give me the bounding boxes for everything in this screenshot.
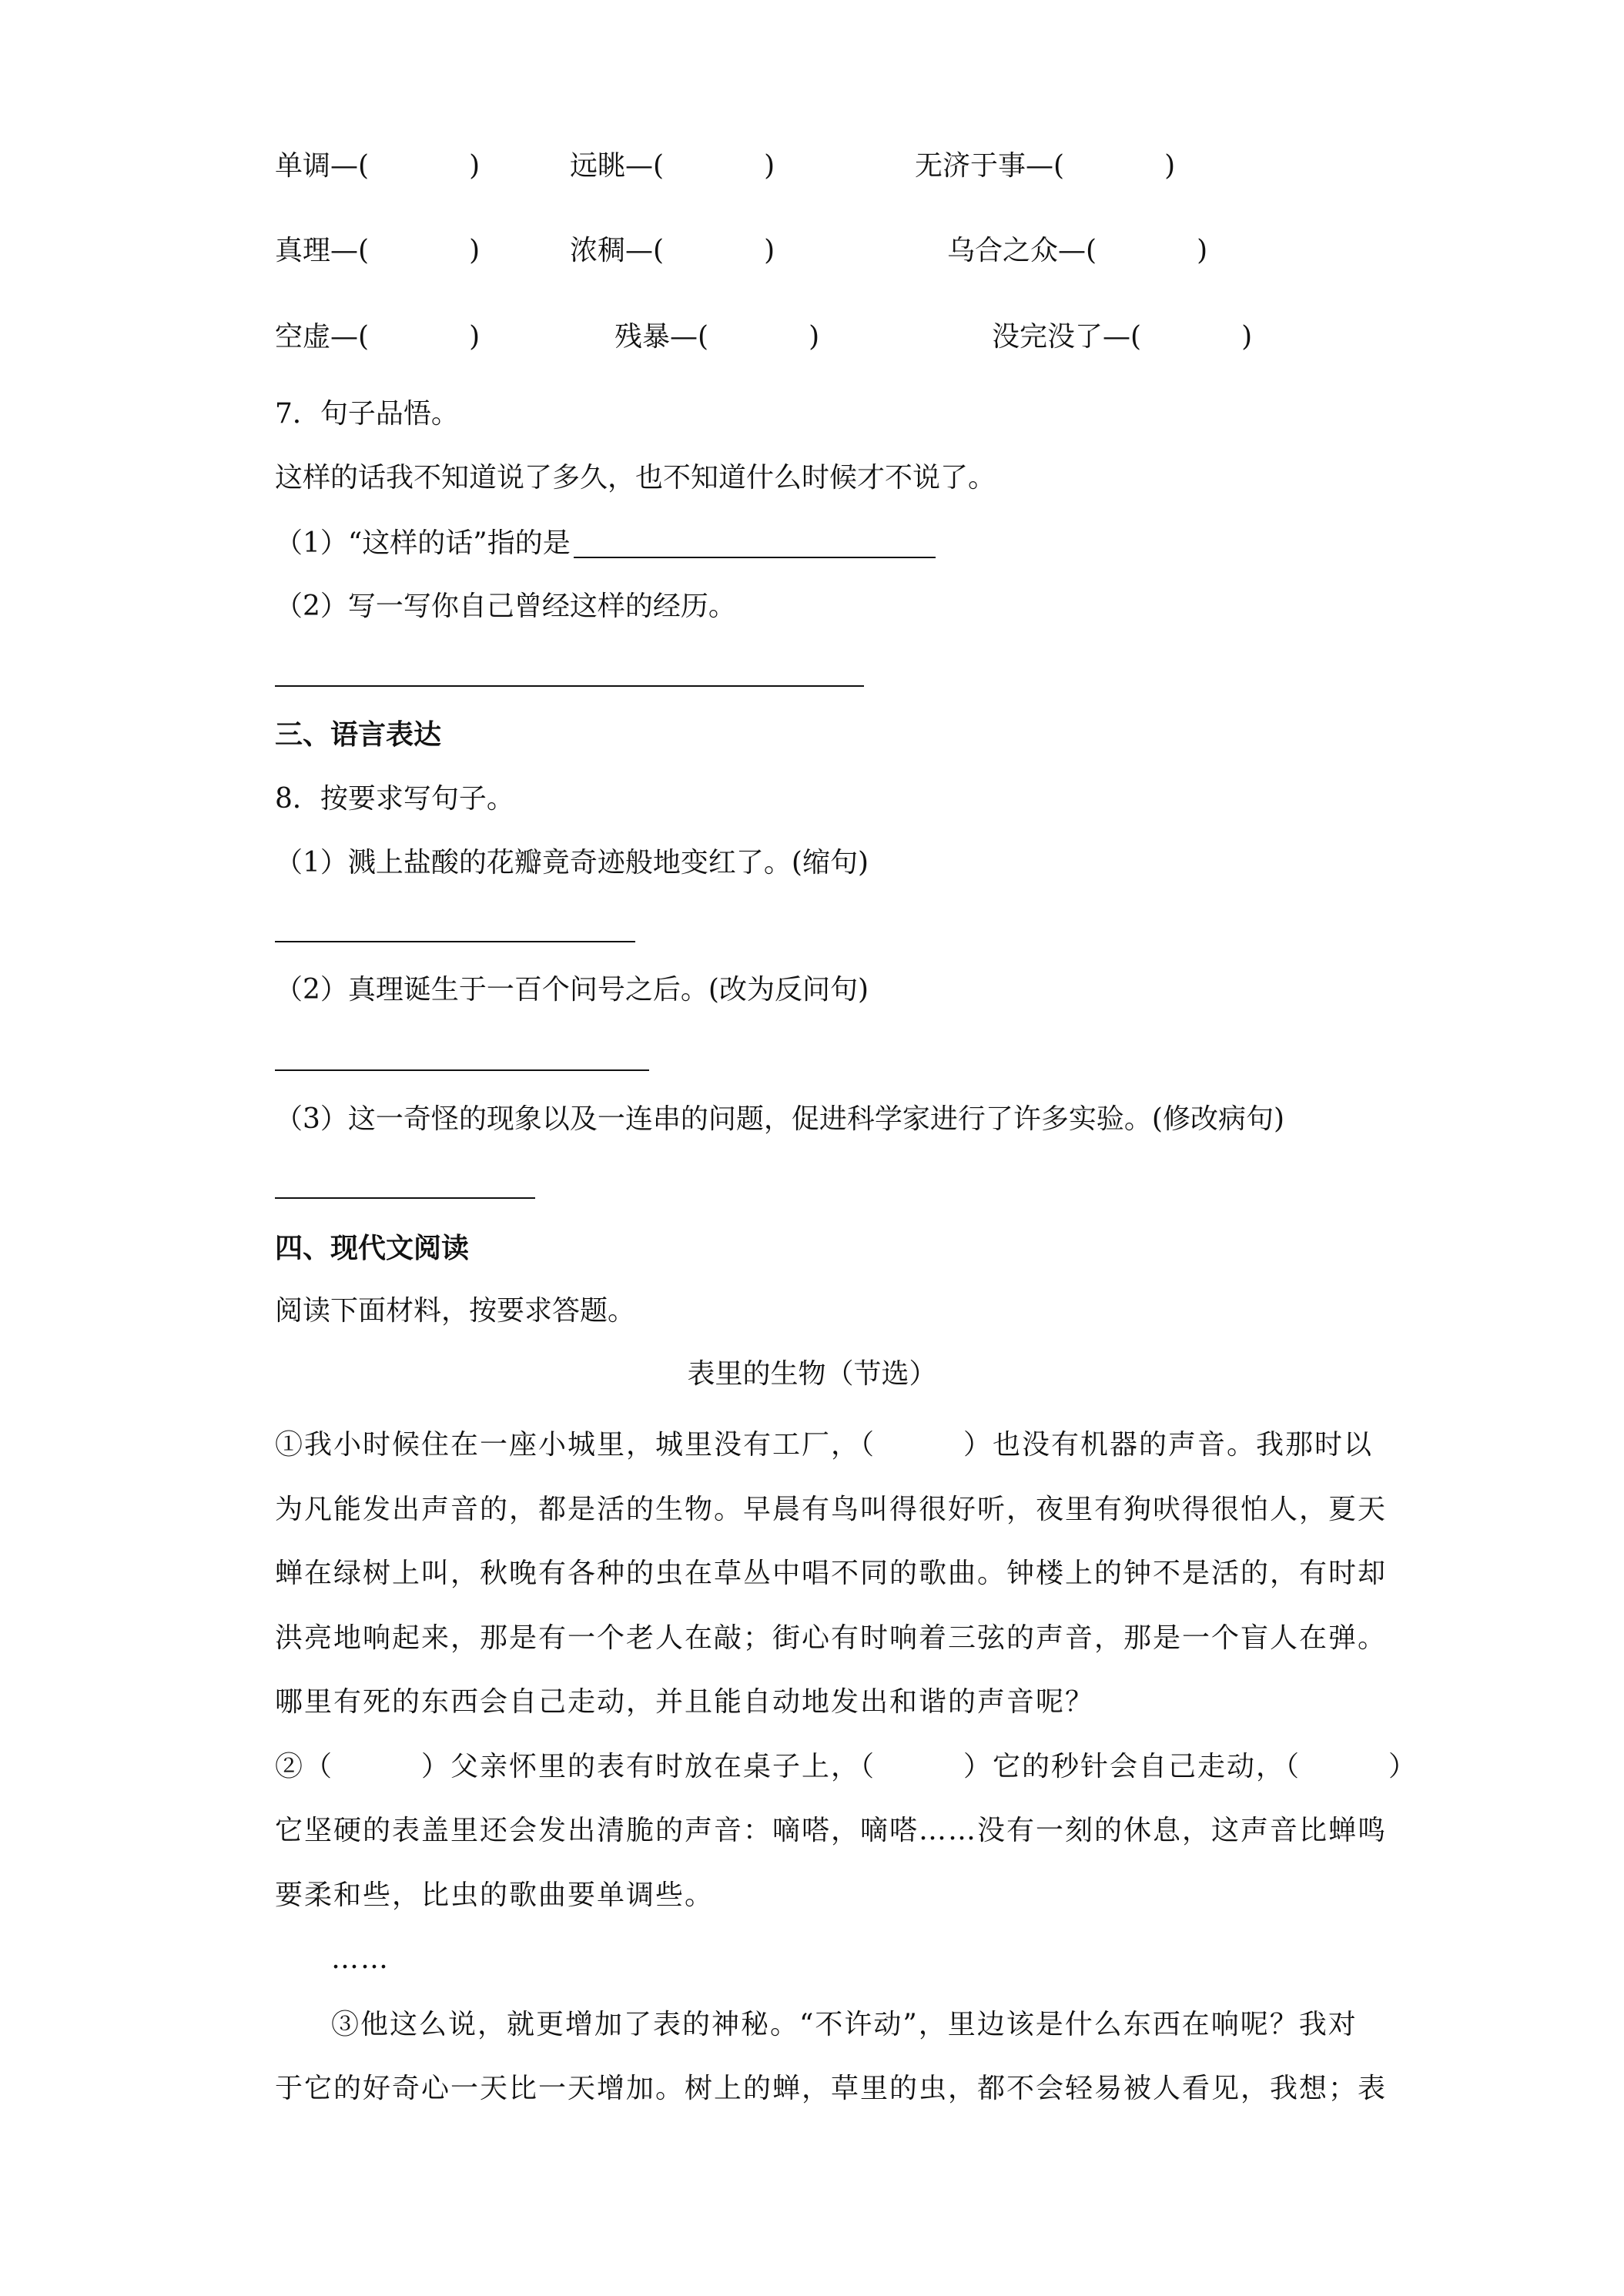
word-pair: 无济于事—( ) bbox=[915, 150, 1176, 182]
answer-line[interactable] bbox=[275, 685, 864, 687]
answer-line[interactable] bbox=[275, 1197, 535, 1199]
passage-line: 哪里有死的东西会自己走动，并且能自动地发出和谐的声音呢？ bbox=[275, 1686, 1095, 1718]
answer-line[interactable] bbox=[275, 1069, 649, 1071]
passage-line: ①我小时候住在一座小城里，城里没有工厂，（ ）也没有机器的声音。我那时以 bbox=[275, 1429, 1374, 1461]
section-4-heading: 四、现代文阅读 bbox=[275, 1232, 470, 1264]
word-pair: 单调—( ) bbox=[275, 150, 481, 182]
passage-line: 它坚硬的表盖里还会发出清脆的声音：嘀嗒，嘀嗒……没有一刻的休息，这声音比蝉鸣 bbox=[275, 1815, 1388, 1846]
passage-line: 蝉在绿树上叫，秋晚有各种的虫在草丛中唱不同的歌曲。钟楼上的钟不是活的，有时却 bbox=[275, 1558, 1388, 1589]
passage-line: ③他这么说，就更增加了表的神秘。“不许动”，里边该是什么东西在响呢？我对 bbox=[331, 2009, 1358, 2040]
q7-sentence: 这样的话我不知道说了多久，也不知道什么时候才不说了。 bbox=[275, 462, 996, 494]
passage-ellipsis: …… bbox=[331, 1943, 390, 1975]
word-pair: 乌合之众—( ) bbox=[947, 235, 1208, 266]
q8-part-2: （2）真理诞生于一百个问号之后。(改为反问句) bbox=[275, 974, 869, 1006]
passage-title: 表里的生物（节选） bbox=[687, 1358, 937, 1390]
word-pair: 远眺—( ) bbox=[570, 150, 775, 182]
question-8-title: 8．按要求写句子。 bbox=[275, 783, 514, 815]
section-3-heading: 三、语言表达 bbox=[275, 718, 442, 751]
word-pair: 真理—( ) bbox=[275, 235, 481, 266]
q7-part-2: （2）写一写你自己曾经这样的经历。 bbox=[275, 591, 736, 622]
q8-part-3: （3）这一奇怪的现象以及一连串的问题，促进科学家进行了许多实验。(修改病句) bbox=[275, 1103, 1284, 1135]
question-7-title: 7．句子品悟。 bbox=[275, 398, 459, 430]
answer-line[interactable] bbox=[574, 557, 936, 558]
q8-part-1: （1）溅上盐酸的花瓣竟奇迹般地变红了。(缩句) bbox=[275, 847, 869, 879]
passage-line: ②（ ）父亲怀里的表有时放在桌子上，（ ）它的秒针会自己走动，（ ） bbox=[275, 1751, 1418, 1782]
answer-line[interactable] bbox=[275, 941, 635, 942]
word-pair: 没完没了—( ) bbox=[992, 321, 1253, 353]
passage-line: 洪亮地响起来，那是有一个老人在敲；街心有时响着三弦的声音，那是一个盲人在弹。 bbox=[275, 1622, 1388, 1654]
passage-line: 要柔和些，比虫的歌曲要单调些。 bbox=[275, 1879, 715, 1911]
q7-part-1: （1）“这样的话”指的是 bbox=[275, 527, 571, 559]
word-pair: 空虚—( ) bbox=[275, 321, 481, 353]
word-pair: 浓稠—( ) bbox=[570, 235, 775, 266]
passage-line: 于它的好奇心一天比一天增加。树上的蝉，草里的虫，都不会轻易被人看见，我想；表 bbox=[275, 2073, 1388, 2104]
reading-instruction: 阅读下面材料，按要求答题。 bbox=[275, 1295, 636, 1327]
word-pair: 残暴—( ) bbox=[614, 321, 820, 353]
passage-line: 为凡能发出声音的，都是活的生物。早晨有鸟叫得很好听，夜里有狗吠得很怕人，夏天 bbox=[275, 1494, 1388, 1525]
